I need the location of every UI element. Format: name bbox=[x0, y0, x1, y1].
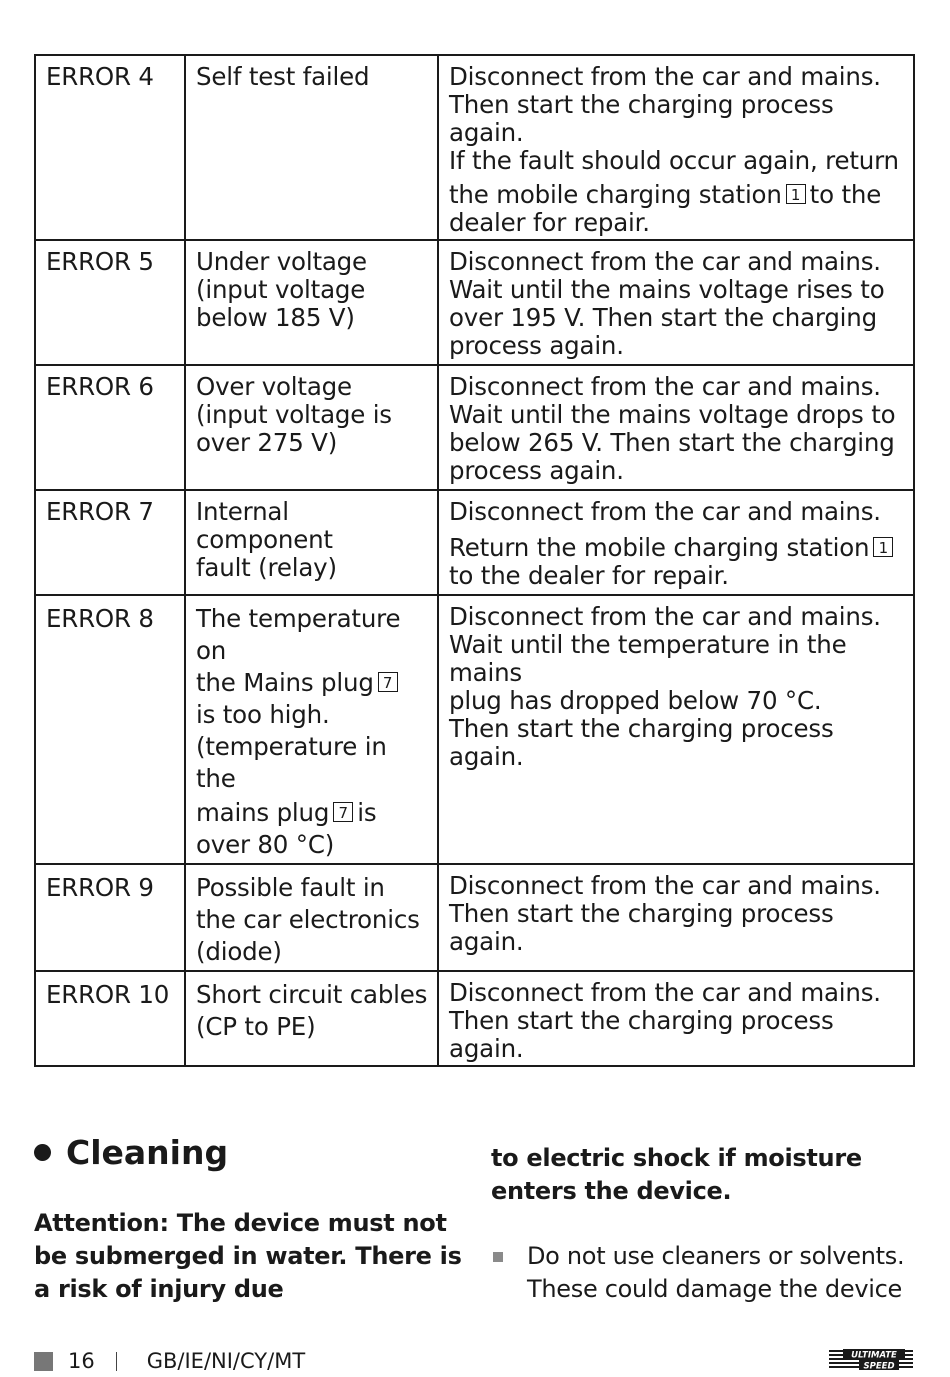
cause-line: fault (relay) bbox=[196, 553, 337, 582]
ultimate-speed-logo bbox=[829, 1348, 913, 1372]
cause-line: (temperature in the bbox=[196, 732, 387, 793]
error-code: ERROR 7 bbox=[46, 497, 154, 526]
error-code: ERROR 10 bbox=[46, 980, 170, 1009]
error-cause-cell bbox=[185, 864, 438, 971]
table-row bbox=[35, 971, 914, 1066]
remedy-line: Disconnect from the car and mains. bbox=[449, 372, 881, 401]
error-cause-cell bbox=[185, 365, 438, 490]
error-code-cell bbox=[35, 55, 185, 240]
page-number: 16 bbox=[68, 1349, 95, 1373]
remedy-line: Disconnect from the car and mains. bbox=[449, 247, 881, 276]
error-code-cell bbox=[35, 595, 185, 864]
error-cause-cell bbox=[185, 55, 438, 240]
error-cause: Self test failed bbox=[196, 62, 370, 91]
error-cause-cell bbox=[185, 490, 438, 595]
remedy-line: the mobile charging station 1 to the bbox=[449, 180, 882, 209]
list-item bbox=[491, 1240, 921, 1306]
remedy-line: Return the mobile charging station 1 bbox=[449, 534, 905, 562]
error-code-cell bbox=[35, 365, 185, 490]
cause-line: Possible fault in bbox=[196, 873, 385, 902]
language-codes: GB/IE/NI/CY/MT bbox=[146, 1349, 306, 1373]
table-row bbox=[35, 864, 914, 971]
cause-line: (CP to PE) bbox=[196, 1012, 316, 1041]
error-remedy-cell bbox=[438, 365, 914, 490]
attention-warning: Attention: The device must not be submerged in water. There is a risk of injury due bbox=[34, 1209, 462, 1303]
error-code: ERROR 8 bbox=[46, 604, 154, 633]
reference-number-box: 7 bbox=[378, 672, 398, 692]
table-row bbox=[35, 595, 914, 864]
error-remedy-cell bbox=[438, 240, 914, 365]
error-code-cell bbox=[35, 240, 185, 365]
error-code: ERROR 4 bbox=[46, 62, 154, 91]
error-table bbox=[34, 54, 915, 1067]
remedy-line: dealer for repair. bbox=[449, 208, 650, 237]
remedy-line: Wait until the temperature in the mains bbox=[449, 630, 847, 687]
error-code: ERROR 5 bbox=[46, 247, 154, 276]
remedy-line: Disconnect from the car and mains. bbox=[449, 62, 881, 91]
error-remedy-cell bbox=[438, 55, 914, 240]
cause-line: is too high. bbox=[196, 700, 330, 729]
heading-bullet-icon bbox=[34, 1144, 51, 1161]
error-code-cell bbox=[35, 971, 185, 1066]
cause-line: (diode) bbox=[196, 937, 282, 966]
error-code-cell bbox=[35, 864, 185, 971]
cause-line: Under voltage bbox=[196, 247, 367, 276]
error-code: ERROR 6 bbox=[46, 372, 154, 401]
table-row bbox=[35, 240, 914, 365]
cause-line: Over voltage bbox=[196, 372, 352, 401]
remedy-line: Wait until the mains voltage drops to bbox=[449, 400, 896, 429]
list-item-text: Do not use cleaners or solvents. These could damage the device bbox=[527, 1242, 905, 1303]
remedy-line: If the fault should occur again, return bbox=[449, 146, 899, 175]
remedy-line: Then start the charging process again. bbox=[449, 714, 834, 771]
svg-text:ULTIMATE: ULTIMATE bbox=[851, 1350, 897, 1361]
remedy-line: Disconnect from the car and mains. bbox=[449, 602, 881, 631]
error-remedy-cell bbox=[438, 864, 914, 971]
error-remedy-cell bbox=[438, 595, 914, 864]
cause-line: over 80 °C) bbox=[196, 830, 335, 859]
remedy-line: Disconnect from the car and mains. bbox=[449, 871, 881, 900]
remedy-line: over 195 V. Then start the charging bbox=[449, 303, 877, 332]
reference-number-box: 1 bbox=[786, 184, 806, 204]
reference-number-box: 7 bbox=[333, 802, 353, 822]
remedy-line: Then start the charging process again. bbox=[449, 899, 834, 956]
attention-warning-continued: to electric shock if moisture enters the device. bbox=[491, 1144, 862, 1205]
cause-line: Internal component bbox=[196, 497, 333, 554]
error-remedy-cell bbox=[438, 971, 914, 1066]
remedy-line: Disconnect from the car and mains. bbox=[449, 978, 881, 1007]
svg-text:SPEED: SPEED bbox=[863, 1361, 895, 1372]
remedy-line: plug has dropped below 70 °C. bbox=[449, 686, 822, 715]
remedy-line: Then start the charging process again. bbox=[449, 1006, 834, 1063]
section-heading bbox=[34, 1133, 228, 1172]
section-heading-text: Cleaning bbox=[66, 1133, 229, 1172]
error-cause-cell bbox=[185, 971, 438, 1066]
remedy-line: below 265 V. Then start the charging bbox=[449, 428, 895, 457]
cause-line: below 185 V) bbox=[196, 303, 355, 332]
cause-line: mains plug 7 is bbox=[196, 798, 377, 827]
error-remedy-cell bbox=[438, 490, 914, 595]
cause-line: (input voltage is bbox=[196, 400, 392, 429]
page-footer bbox=[34, 1347, 305, 1375]
error-code: ERROR 9 bbox=[46, 873, 154, 902]
table-row bbox=[35, 55, 914, 240]
cause-line: (input voltage bbox=[196, 275, 366, 304]
cause-line: the Mains plug 7 bbox=[196, 667, 429, 699]
reference-number-box: 1 bbox=[873, 537, 893, 557]
remedy-line: process again. bbox=[449, 456, 624, 485]
footer-square-icon bbox=[34, 1352, 53, 1371]
error-cause-cell bbox=[185, 595, 438, 864]
cause-line: The temperature on bbox=[196, 604, 401, 665]
error-cause-cell bbox=[185, 240, 438, 365]
remedy-line: Wait until the mains voltage rises to bbox=[449, 275, 885, 304]
table-row bbox=[35, 490, 914, 595]
error-code-cell bbox=[35, 490, 185, 595]
remedy-line: Then start the charging process again. bbox=[449, 90, 834, 147]
remedy-line: Disconnect from the car and mains. bbox=[449, 497, 881, 526]
cause-line: over 275 V) bbox=[196, 428, 338, 457]
cause-line: the car electronics bbox=[196, 905, 420, 934]
cause-line: Short circuit cables bbox=[196, 980, 428, 1009]
remedy-line: to the dealer for repair. bbox=[449, 561, 729, 590]
remedy-line: process again. bbox=[449, 331, 624, 360]
square-bullet-icon bbox=[493, 1252, 503, 1262]
footer-divider bbox=[116, 1352, 117, 1371]
table-row bbox=[35, 365, 914, 490]
